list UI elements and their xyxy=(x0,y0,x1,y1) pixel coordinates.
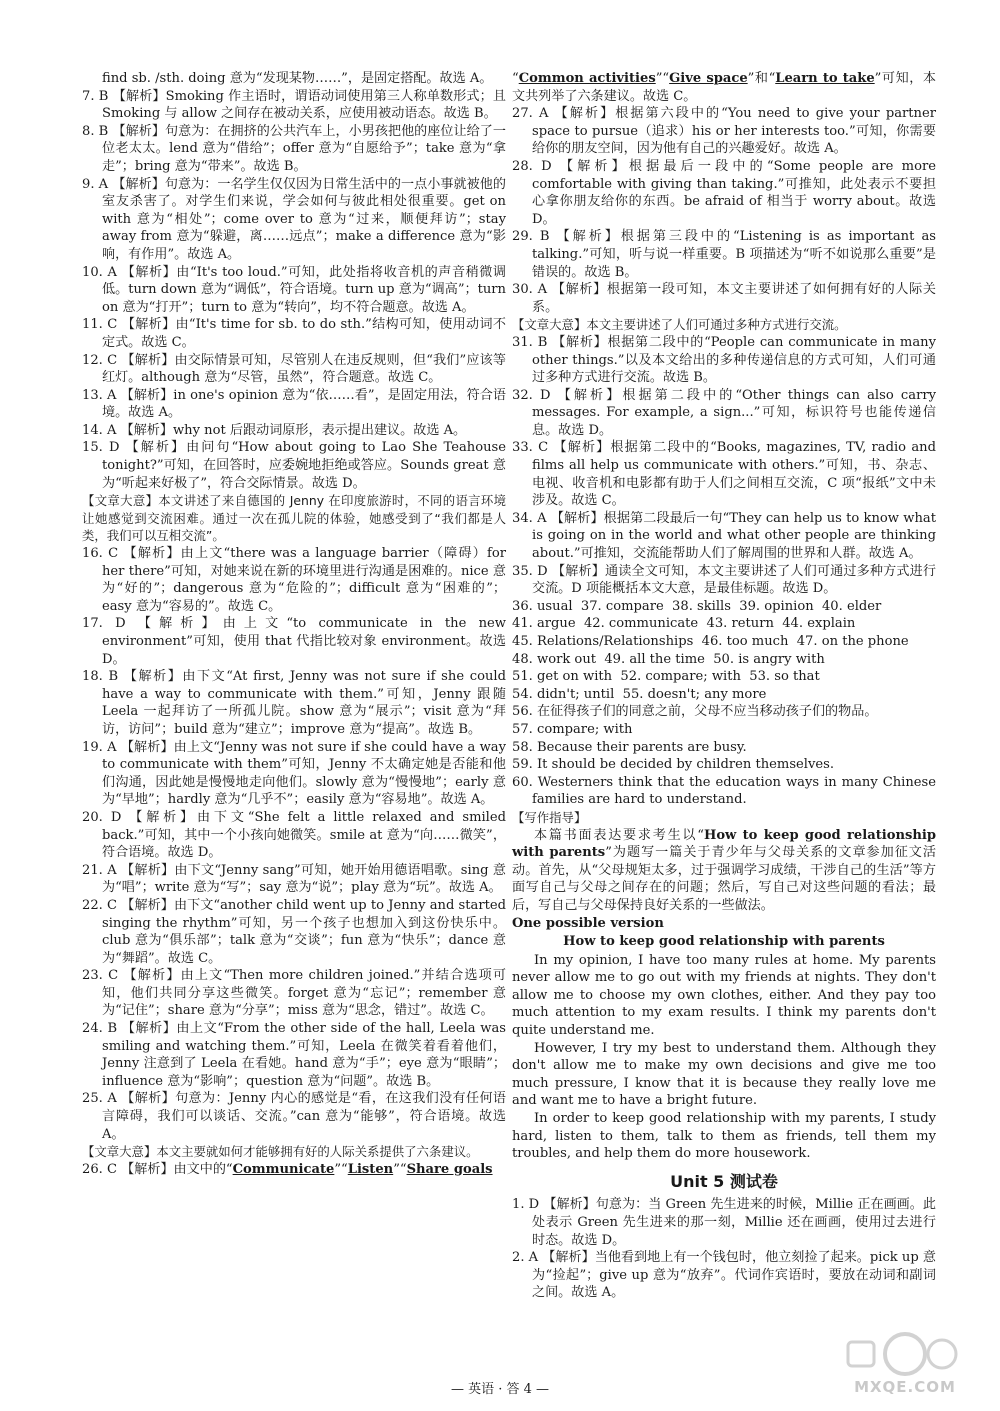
version-label: One possible version xyxy=(512,915,664,931)
answer-item-26: 26. C 【解析】由文中的“Communicate”“Listen”“Share goals xyxy=(82,1161,493,1177)
fill-in-answers xyxy=(512,598,936,809)
kw-share-goals: Share goals xyxy=(406,1161,493,1177)
answer-item: 2. A 【解析】当他看到地上有一个钱包时，他立刻捡了起来。pick up 意为“捡起”；give up 意为“放弃”。代词作宾语时，要放在动词和副词之间。故选 A。 xyxy=(512,1250,936,1301)
kw-common-activities: Common activities xyxy=(518,71,656,86)
writing-heading: 【写作指导】 xyxy=(512,809,587,825)
page-footer: — 英语 · 答 4 — xyxy=(450,1382,550,1397)
writing-guide: 本篇书面表达要求考生以“How to keep good relationship with parents”为题写一篇关于青少年与父母关系的文章参加征文活动。首先，从“父母规矩太多，过于强调学习成绩，干涉自己的生活”等方面写自己与父母之间存在的问题；然后，写自己对这些问题的看法；最后，写自己与父母保持良好关系的一些做法。 xyxy=(512,827,936,913)
essay-title: How to keep good relationship with parents xyxy=(563,934,885,950)
article-summary: 【文章大意】本文主要就如何才能够拥有好的人际关系提供了六条建议。 xyxy=(82,1144,479,1160)
answer-item: 33. C 【解析】根据第二段中的“Books, magazines, TV, radio and films all help us communicate with others.”可知，书、杂志、电视、收音机和电影都有助于人们之间相互交流，C 项“报纸”文中未涉及。故选 C。 xyxy=(512,440,936,509)
answer-item: 15. D 【解析】由问句“How about going to Lao She Teahouse tonight?”可知，在回答时，应委婉地拒绝或答应。Sounds great 意为“听起来好极了”，符合交际情景。故选 D。 xyxy=(82,440,506,491)
answer-item: 22. C 【解析】由下文“another child went up to Jenny and started singing the rhythm”可知，另一个孩子也想加入到这份快乐中。club 意为“俱乐部”；talk 意为“交谈”；fun 意为“快乐”；dance 意为“舞蹈”。故选 C。 xyxy=(82,897,506,966)
answer-item: 34. A 【解析】根据第二段最后一句“They can help us to know what is going on in the world and what other people are thinking about.”可推知，交流能帮助人们了解周围的世界和人群。故选 A。 xyxy=(512,510,936,562)
writing-topic: How to keep good relationship with parents xyxy=(512,827,936,861)
kw-give-space: Give space xyxy=(669,71,748,86)
answer-item: 11. C 【解析】由“It's time for sb. to do sth.”结构可知，使用动词不定式。故选 C。 xyxy=(82,317,506,350)
essay-paragraph: In my opinion, I have too many rules at home. My parents never allow me to go out with my friends at nights. They don't allow me to choose my own clothes, either. And they pay too much attention to my exam results. I think my parents don't quite understand me. xyxy=(512,952,936,1039)
left-column xyxy=(82,70,506,1178)
model-essay xyxy=(512,933,936,1163)
answer-item: 7. B 【解析】Smoking 作主语时，谓语动词使用第三人称单数形式；且 Smoking 与 allow 之间存在被动关系，应使用被动语态。故选 B。 xyxy=(82,88,506,122)
answer-item: find sb. /sth. doing 意为“发现某物……”，是固定搭配。故选 A。 xyxy=(102,71,493,86)
unit5-title: Unit 5 测试卷 xyxy=(670,1171,778,1191)
article-summary: 【文章大意】本文主要讲述了人们可通过多种方式进行交流。 xyxy=(512,317,847,333)
answer-item: 18. B 【解析】由下文“At first, Jenny was not sure if she could have a way to communicate with them.”可知，Jenny 跟随 Leela 一起拜访了一所孤儿院。show 意为“展示”；visit 意为“拜访，访问”；build 意为“建立”；improve 意为“提高”。故选 B。 xyxy=(82,669,506,737)
unit5-items xyxy=(512,1196,936,1302)
answer-item: 35. D 【解析】通读全文可知，本文主要讲述了人们可通过多种方式进行交流。D 项能概括本文大意，是最佳标题。故选 D。 xyxy=(512,563,936,597)
article-summary: 【文章大意】本文讲述了来自德国的 Jenny 在印度旅游时，不同的语言环境让她感觉到交流困难。通过一次在孤儿院的体验，她感受到了“我们都是人类，我们可以互相交流”。 xyxy=(82,493,506,544)
essay-paragraph: However, I try my best to understand them. Although they don't allow me to make my own decisions and give me too much pressure, I know that it is because they really love me and want me to have a bright future. xyxy=(512,1040,936,1109)
answer-item: 9. A 【解析】句意为：一名学生仅仅因为日常生活中的一点小事就被他的室友杀害了。对学生们来说，学会如何与彼此相处很重要。get on with 意为“相处”；come over to 意为“过来，顺便拜访”；stay away from 意为“躲避，离……远点”；make a difference 意为“影响，有作用”。故选 A。 xyxy=(82,176,506,262)
fill-answer-row: 57. compare; with xyxy=(512,721,633,737)
fill-answer-row: 45. Relations/Relationships 46. too much 47. on the phone xyxy=(512,634,909,649)
kw-communicate: Communicate xyxy=(232,1161,335,1177)
answer-item: 21. A 【解析】由下文“Jenny sang”可知，她开始用德语唱歌。sing 意为“唱”；write 意为“写”；say 意为“说”；play 意为“玩”。故选 A。 xyxy=(82,862,506,896)
fill-answer-row: 51. get on with 52. compare; with 53. so that xyxy=(512,669,820,685)
fill-answer-row: 36. usual 37. compare 38. skills 39. opinion 40. elder xyxy=(512,598,882,614)
watermark-text: MXQE.COM xyxy=(854,1378,956,1396)
fill-answer-row: 54. didn't; until 55. doesn't; any more xyxy=(512,686,767,702)
item-26-tail: ”可知，本文共列举了六条建议。故选 C。 xyxy=(512,71,936,104)
answer-item: 1. D 【解析】句意为：当 Green 先生进来的时候，Millie 正在画画。此处表示 Green 先生进来的那一刻，Millie 还在画画，使用过去进行时态。故选 D。 xyxy=(512,1197,936,1248)
item-26-keywords: “Common activities”“Give space”和“Learn to take”可知，本文共列举了六条建议。故选 C。 xyxy=(512,71,936,104)
kw-learn-to-take: Learn to take xyxy=(775,71,875,86)
answer-item: 17. D 【解析】由上文“to communicate in the new environment”可知，使用 that 代指比较对象 environment。故选 D。 xyxy=(82,616,506,667)
answer-item: 27. A 【解析】根据第六段中的“You need to give your partner space to pursue（追求）his or her interests too.”可知，你需要给你的朋友空间，因为他有自己的兴趣爱好。故选 A。 xyxy=(512,106,936,157)
answer-item: 10. A 【解析】由“It's too loud.”可知，此处指将收音机的声音稍微调低。turn down 意为“调低”，符合语境。turn up 意为“调高”；turn on 意为“打开”；turn to 意为“转向”，均不符合题意。故选 A。 xyxy=(82,264,506,315)
answer-item: 25. A 【解析】句意为：Jenny 内心的感觉是“看，在这我们没有任何语言障碍，我们可以谈话、交流。”can 意为“能够”，符合语境。故选 A。 xyxy=(82,1091,506,1142)
fill-answer-row: 56. 在征得孩子们的同意之前，父母不应当移动孩子们的物品。 xyxy=(512,704,878,720)
answer-item: 8. B 【解析】句意为：在拥挤的公共汽车上，小男孩把他的座位让给了一位老太太。lend 意为“借给”；offer 意为“自愿给予”；take 意为“拿走”；bring 意为“带来”。故选 B。 xyxy=(82,123,506,174)
fill-answer-row: 59. It should be decided by children themselves. xyxy=(512,757,835,773)
right-items-27-35 xyxy=(512,105,936,598)
answer-item: 20. D 【解析】由下文“She felt a little relaxed and smiled back.”可知，其中一个小孩向她微笑。smile at 意为“向……微笑”，符合语境。故选 D。 xyxy=(82,809,506,861)
kw-join: ”和“ xyxy=(747,71,776,86)
kw-listen: Listen xyxy=(347,1161,394,1177)
essay-paragraph: In order to keep good relationship with my parents, I study hard, listen to them, talk to them as friends, tell them my troubles, and help them do more housework. xyxy=(512,1111,936,1162)
answer-item: 23. C 【解析】由上文“Then more children joined.”并结合选项可知，他们共同分享这些微笑。forget 意为“忘记”；remember 意为“记住”；share 意为“分享”；miss 意为“思念，错过”。故选 C。 xyxy=(82,968,506,1019)
answer-item: 12. C 【解析】由交际情景可知，尽管别人在违反规则，但“我们”应该等红灯。although 意为“尽管，虽然”，符合题意。故选 C。 xyxy=(82,352,506,386)
answer-item: 28. D 【解析】根据最后一段中的“Some people are more comfortable with giving than taking.”可推知，此处表示不要担心拿你朋友给你的东西。be afraid of 相当于 worry about。故选 D。 xyxy=(512,158,936,227)
answer-item: 29. B 【解析】根据第三段中的“Listening is as important as talking.”可知，听与说一样重要。B 项描述为“听不如说那么重要”是错误的。故选 B。 xyxy=(512,229,936,280)
answer-item: 16. C 【解析】由上文“there was a language barrier（障碍）for her there”可知，对她来说在新的环境里进行沟通是困难的。nice 意为“好的”；dangerous 意为“危险的”；difficult 意为“困难的”；easy 意为“容易的”。故选 C。 xyxy=(82,546,506,614)
fill-answer-row: 48. work out 49. all the time 50. is angry with xyxy=(512,651,825,667)
watermark xyxy=(830,1330,980,1400)
fill-answer-row: 41. argue 42. communicate 43. return 44. explain xyxy=(512,616,856,632)
answer-item: 14. A 【解析】why not 后跟动词原形，表示提出建议。故选 A。 xyxy=(82,422,467,438)
right-column xyxy=(512,70,936,1302)
answer-item: 19. A 【解析】由上文“Jenny was not sure if she could have a way to communicate with them”可知，Jenny 不太确定她是否能和他们沟通，因此她是慢慢地走向他们。slowly 意为“慢慢地”；early 意为“早地”；hardly 意为“几乎不”；easily 意为“容易地”。故选 A。 xyxy=(82,739,506,808)
answer-item: 13. A 【解析】in one's opinion 意为“依……看”，是固定用法，符合语境。故选 A。 xyxy=(82,387,506,421)
answer-item: 31. B 【解析】根据第二段中的“People can communicate in many other things.”以及本文给出的多种传递信息的方式可知，人们可通过多种方式进行交流。故选 B。 xyxy=(512,334,936,386)
answer-circle-logo-icon xyxy=(830,1330,980,1380)
fill-answer-row: 60. Westerners think that the education ways in many Chinese families are hard to understand. xyxy=(512,774,936,808)
answer-item: 30. A 【解析】根据第一段可知，本文主要讲述了如何拥有好的人际关系。 xyxy=(512,282,936,315)
fill-answer-row: 58. Because their parents are busy. xyxy=(512,739,747,755)
answer-item: 32. D 【解析】根据第二段中的“Other things can also carry messages. For example, a sign...”可知，标识符号也能传递信息。故选 D。 xyxy=(512,387,936,438)
answer-item: 24. B 【解析】由上文“From the other side of the hall, Leela was smiling and watching them.”可知，Leela 在微笑着看着他们，Jenny 注意到了 Leela 在看她。hand 意为“手”；eye 意为“眼睛”；influence 意为“影响”；question 意为“问题”。故选 B。 xyxy=(82,1021,506,1089)
